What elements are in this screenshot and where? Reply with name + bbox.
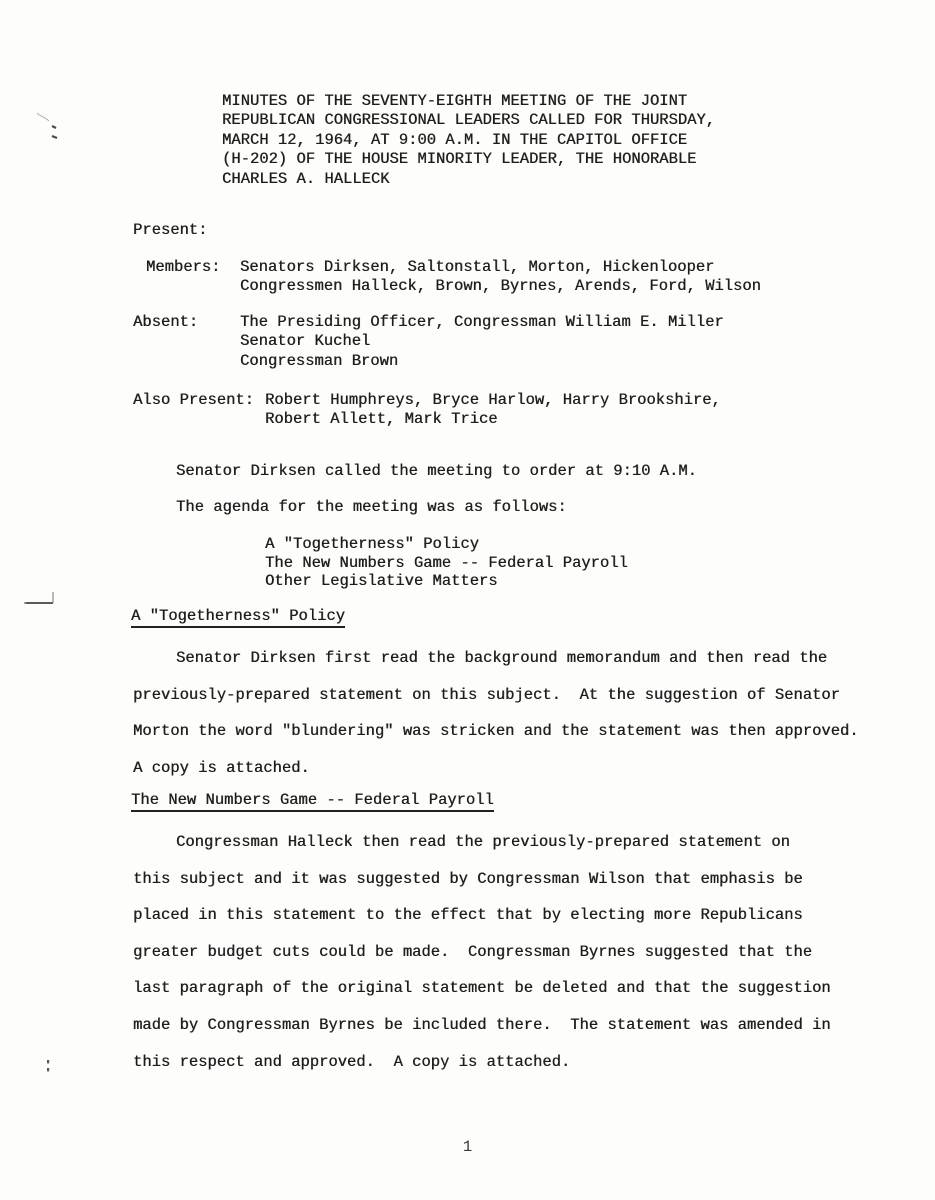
also-present-line: Robert Humphreys, Bryce Harlow, Harry Brookshire, <box>265 391 721 409</box>
scan-artifact-colon-mark <box>45 1059 53 1080</box>
title-line: REPUBLICAN CONGRESSIONAL LEADERS CALLED FOR THURSDAY, <box>222 111 715 130</box>
paragraph-line: A copy is attached. <box>133 758 310 777</box>
section-heading-text: The New Numbers Game -- Federal Payroll <box>131 791 494 812</box>
paragraph-line: Senator Dirksen first read the background memorandum and then read the <box>176 649 828 667</box>
members-line: Senators Dirksen, Saltonstall, Morton, Hickenlooper <box>240 258 715 276</box>
title-line: (H-202) OF THE HOUSE MINORITY LEADER, THE HONORABLE <box>222 150 697 169</box>
paragraph-line: Morton the word "blundering" was stricken and the statement was then approved. <box>133 722 859 741</box>
also-present-line: Robert Allett, Mark Trice <box>265 410 498 429</box>
absent-line: The Presiding Officer, Congressman William E. Miller <box>240 313 724 331</box>
absent-line: Senator Kuchel <box>240 332 371 351</box>
members-label: Members: <box>146 258 221 276</box>
also-present-list <box>265 391 721 430</box>
paragraph-line: this subject and it was suggested by Congressman Wilson that emphasis be <box>133 869 803 888</box>
call-to-order-text: Senator Dirksen called the meeting to order at 9:10 A.M. <box>176 462 697 480</box>
paragraph-line: greater budget cuts could be made. Congressman Byrnes suggested that the <box>133 942 813 961</box>
agenda-item: A "Togetherness" Policy <box>265 535 479 553</box>
paragraph-line: Congressman Halleck then read the previously-prepared statement on <box>176 833 790 851</box>
section-paragraph-numbers-game <box>133 824 831 1080</box>
title-line: MARCH 12, 1964, AT 9:00 A.M. IN THE CAPITOL OFFICE <box>222 130 688 149</box>
members-list <box>240 258 761 297</box>
absent-list <box>240 313 724 371</box>
agenda-item: The New Numbers Game -- Federal Payroll <box>265 553 628 572</box>
scan-artifact-margin-mark <box>22 588 62 615</box>
paragraph-line: this respect and approved. A copy is attached. <box>133 1052 571 1071</box>
paragraph-line: placed in this statement to the effect that by electing more Republicans <box>133 906 803 925</box>
present-label: Present: <box>133 221 208 239</box>
agenda-lead-text: The agenda for the meeting was as follows: <box>176 498 567 516</box>
section-heading-numbers-game <box>131 791 494 812</box>
paragraph-line: last paragraph of the original statement be deleted and that the suggestion <box>133 979 831 998</box>
members-line: Congressmen Halleck, Brown, Byrnes, Arends, Ford, Wilson <box>240 277 761 296</box>
title-line: MINUTES OF THE SEVENTY-EIGHTH MEETING OF THE JOINT <box>222 92 688 110</box>
scan-artifact-scribble <box>34 108 60 149</box>
absent-label: Absent: <box>133 313 199 331</box>
agenda-item: Other Legislative Matters <box>265 572 498 591</box>
absent-line: Congressman Brown <box>240 351 399 370</box>
paragraph-line: made by Congressman Byrnes be included there. The statement was amended in <box>133 1015 831 1034</box>
section-heading-text: A "Togetherness" Policy <box>131 607 345 628</box>
section-heading-togetherness <box>131 607 345 628</box>
title-line: CHARLES A. HALLECK <box>222 169 390 188</box>
page-number: 1 <box>462 1138 473 1156</box>
document-title-block <box>222 92 715 189</box>
agenda-list <box>265 535 628 591</box>
also-present-label: Also Present: <box>133 391 254 409</box>
section-paragraph-togetherness <box>133 640 859 786</box>
paragraph-line: previously-prepared statement on this subject. At the suggestion of Senator <box>133 685 840 704</box>
